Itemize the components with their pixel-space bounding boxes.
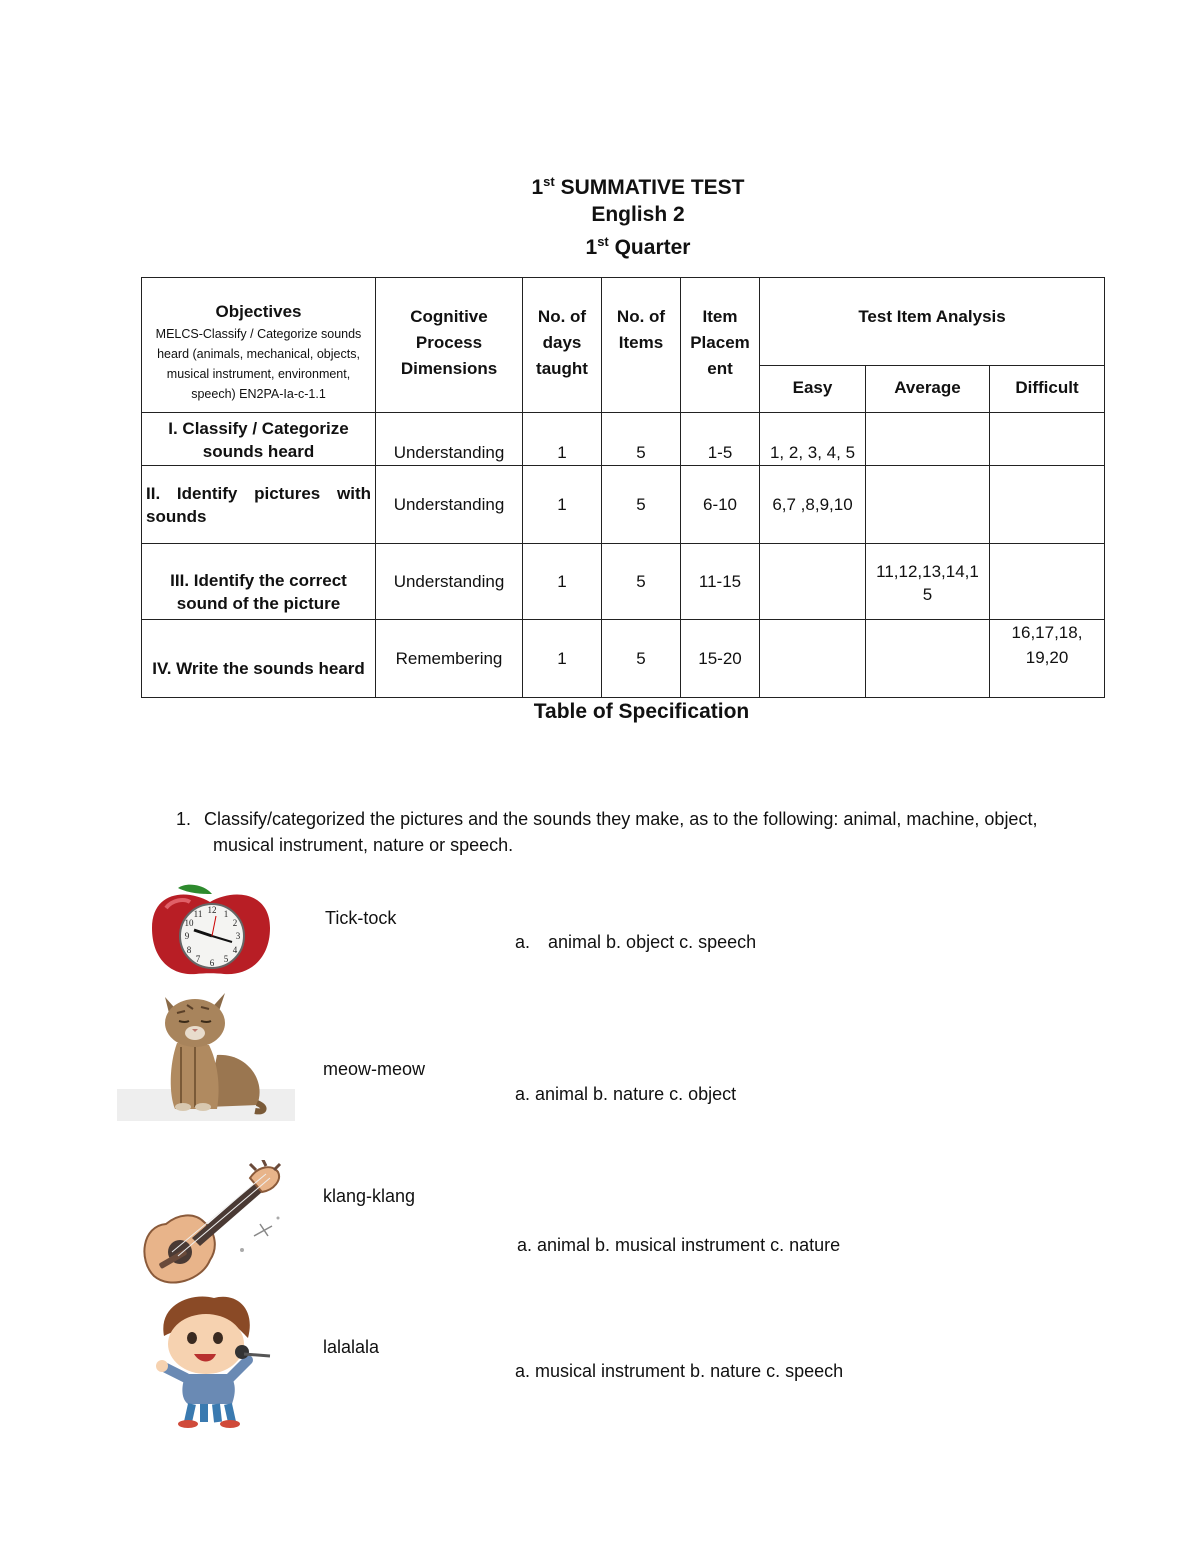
placement-cell: 11-15	[681, 544, 760, 620]
difficult-header: Difficult	[990, 366, 1105, 413]
title-subject: English 2	[591, 203, 685, 226]
cognitive-cell: Understanding	[376, 466, 523, 544]
sound-text: lalalala	[323, 1337, 380, 1357]
days-header: No. of days taught	[523, 278, 602, 413]
cognitive-cell: Understanding	[376, 544, 523, 620]
sound-text: meow-meow	[323, 1059, 426, 1079]
objective-cell: I. Classify / Categorize sounds heard	[142, 413, 376, 466]
table-row	[142, 413, 1105, 466]
apple-clock-picture	[146, 880, 274, 978]
easy-header: Easy	[760, 366, 866, 413]
table-row	[142, 620, 1105, 698]
objectives-header: Objectives MELCS-Classify / Categorize sounds heard (animals, mechanical, objects, musical instrument, environment, speech) EN2PA-Ia-c-1.1	[142, 278, 376, 413]
days-cell: 1	[523, 544, 602, 620]
difficult-cell	[990, 413, 1105, 466]
ukulele-picture	[138, 1160, 288, 1286]
days-cell: 1	[523, 620, 602, 698]
svg-text:8: 8	[186, 945, 192, 955]
svg-text:4: 4	[232, 945, 238, 955]
instruction	[176, 806, 1056, 858]
placement-cell: 15-20	[681, 620, 760, 698]
svg-text:10: 10	[184, 918, 194, 928]
items-header: No. of Items	[602, 278, 681, 413]
svg-text:11: 11	[193, 909, 203, 919]
items-cell: 5	[602, 544, 681, 620]
easy-cell: 1, 2, 3, 4, 5	[760, 413, 866, 466]
easy-cell	[760, 620, 866, 698]
svg-text:6: 6	[209, 958, 215, 968]
cat-picture	[117, 985, 295, 1121]
average-cell: 11,12,13,14,1 5	[866, 544, 990, 620]
placement-cell: 6-10	[681, 466, 760, 544]
average-header: Average	[866, 366, 990, 413]
cognitive-cell: Remembering	[376, 620, 523, 698]
difficult-cell	[990, 466, 1105, 544]
document-header	[0, 168, 1200, 261]
objective-cell: II. Identify pictures with sounds	[142, 466, 376, 544]
table-caption: Table of Specification	[533, 700, 750, 723]
melcs-text: MELCS-Classify / Categorize sounds heard (animals, mechanical, objects, musical instrument, environment, speech) EN2PA-Ia-c-1.1	[155, 327, 362, 401]
objective-cell: III. Identify the correct sound of the picture	[142, 544, 376, 620]
singing-boy-picture	[152, 1292, 282, 1428]
placement-header: Item Placem ent	[681, 278, 760, 413]
average-cell	[866, 620, 990, 698]
svg-text:5: 5	[223, 954, 229, 964]
objective-cell: IV. Write the sounds heard	[142, 620, 376, 698]
choices-text: a. animal b. object c. speech	[515, 932, 757, 952]
choices-text: a. musical instrument b. nature c. speech	[515, 1361, 844, 1381]
svg-text:7: 7	[195, 954, 201, 964]
days-cell: 1	[523, 413, 602, 466]
instruction-number: 1.	[176, 809, 192, 829]
average-cell	[866, 466, 990, 544]
svg-text:2: 2	[232, 918, 238, 928]
items-cell: 5	[602, 466, 681, 544]
instruction-line-1: Classify/categorized the pictures and the sounds they make, as to the following: animal, machine, object,	[204, 809, 1038, 829]
specification-table	[141, 277, 1105, 698]
choices-text: a. animal b. musical instrument c. nature	[517, 1235, 841, 1255]
svg-text:1: 1	[223, 909, 229, 919]
placement-cell: 1-5	[681, 413, 760, 466]
title-summative-test: 1st SUMMATIVE TEST	[531, 174, 745, 199]
svg-text:12: 12	[207, 905, 217, 915]
choices-text: a. animal b. nature c. object	[515, 1084, 737, 1104]
sound-text: Tick-tock	[325, 908, 397, 928]
items-cell: 5	[602, 413, 681, 466]
easy-cell: 6,7 ,8,9,10	[760, 466, 866, 544]
difficult-cell: 16,17,18, 19,20	[990, 620, 1105, 698]
items-cell: 5	[602, 620, 681, 698]
easy-cell	[760, 544, 866, 620]
difficult-cell	[990, 544, 1105, 620]
table-row	[142, 544, 1105, 620]
days-cell: 1	[523, 466, 602, 544]
title-quarter: 1st Quarter	[585, 234, 691, 259]
average-cell	[866, 413, 990, 466]
table-row	[142, 466, 1105, 544]
instruction-line-2: musical instrument, nature or speech.	[213, 835, 514, 855]
svg-text:9: 9	[184, 931, 190, 941]
svg-text:3: 3	[235, 931, 241, 941]
cognitive-header: Cognitive Process Dimensions	[376, 278, 523, 413]
cognitive-cell: Understanding	[376, 413, 523, 466]
analysis-header: Test Item Analysis	[760, 278, 1105, 366]
sound-text: klang-klang	[323, 1186, 416, 1206]
